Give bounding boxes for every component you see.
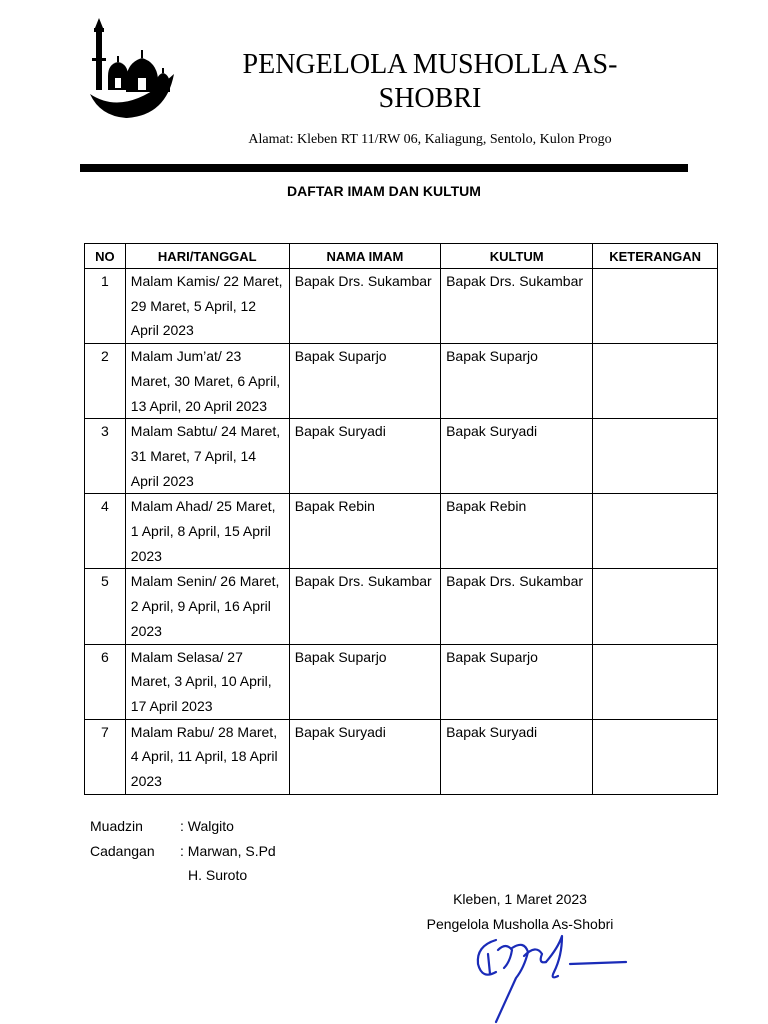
header-divider (80, 164, 688, 172)
cell-imam: Bapak Suryadi (289, 419, 440, 494)
cell-kultum: Bapak Rebin (441, 494, 593, 569)
table-header-row (85, 244, 718, 269)
table-row (85, 344, 718, 419)
cell-no: 7 (85, 719, 126, 794)
cell-date: Malam Ahad/ 25 Maret, 1 April, 8 April, 15 April 2023 (125, 494, 289, 569)
org-address: Alamat: Kleben RT 11/RW 06, Kaliagung, Sentolo, Kulon Progo (248, 132, 612, 147)
signature-place-date: Kleben, 1 Maret 2023 (453, 891, 587, 907)
cell-keterangan (593, 419, 718, 494)
cell-imam: Bapak Drs. Sukambar (289, 269, 440, 344)
table-row (85, 569, 718, 644)
cell-kultum: Bapak Drs. Sukambar (441, 269, 593, 344)
cell-date: Malam Rabu/ 28 Maret, 4 April, 11 April, 18 April 2023 (125, 719, 289, 794)
cell-imam: Bapak Drs. Sukambar (289, 569, 440, 644)
cadangan-label: Cadangan (90, 842, 155, 859)
cell-keterangan (593, 644, 718, 719)
cell-no: 2 (85, 344, 126, 419)
table-row (85, 419, 718, 494)
cell-kultum: Bapak Suryadi (441, 419, 593, 494)
cell-kultum: Bapak Suparjo (441, 644, 593, 719)
column-header-no: NO (85, 244, 126, 269)
cell-kultum: Bapak Suryadi (441, 719, 593, 794)
cell-no: 3 (85, 419, 126, 494)
schedule-table (84, 243, 718, 795)
cell-keterangan (593, 719, 718, 794)
cell-kultum: Bapak Drs. Sukambar (441, 569, 593, 644)
cell-keterangan (593, 344, 718, 419)
cell-date: Malam Jum’at/ 23 Maret, 30 Maret, 6 April, 13 April, 20 April 2023 (125, 344, 289, 419)
cadangan-row-2 (90, 863, 276, 888)
muadzin-value: : Walgito (180, 818, 234, 834)
cell-imam: Bapak Suparjo (289, 344, 440, 419)
cadangan-label-blank (90, 863, 180, 888)
muadzin-row (90, 814, 276, 839)
table-row (85, 494, 718, 569)
table-row (85, 644, 718, 719)
cadangan-row (90, 839, 276, 864)
cell-no: 5 (85, 569, 126, 644)
column-header-date: HARI/TANGGAL (125, 244, 289, 269)
column-header-keterangan: KETERANGAN (593, 244, 718, 269)
cell-date: Malam Selasa/ 27 Maret, 3 April, 10 April, 17 April 2023 (125, 644, 289, 719)
cadangan-value: : Marwan, S.Pd (180, 842, 276, 859)
cell-keterangan (593, 494, 718, 569)
table-row (85, 269, 718, 344)
cell-no: 1 (85, 269, 126, 344)
cell-imam: Bapak Rebin (289, 494, 440, 569)
table-row (85, 719, 718, 794)
cell-keterangan (593, 269, 718, 344)
cell-imam: Bapak Suparjo (289, 644, 440, 719)
cell-date: Malam Sabtu/ 24 Maret, 31 Maret, 7 April, 14 April 2023 (125, 419, 289, 494)
signature-role: Pengelola Musholla As-Shobri (426, 915, 614, 932)
mosque-logo-icon (86, 18, 178, 124)
column-header-kultum: KULTUM (441, 244, 593, 269)
cadangan-value-2: H. Suroto (188, 867, 248, 883)
cell-imam: Bapak Suryadi (289, 719, 440, 794)
cell-date: Malam Kamis/ 22 Maret, 29 Maret, 5 April, 12 April 2023 (125, 269, 289, 344)
cell-kultum: Bapak Suparjo (441, 344, 593, 419)
document-title: DAFTAR IMAM DAN KULTUM (287, 183, 481, 199)
column-header-imam: NAMA IMAM (289, 244, 440, 269)
cell-date: Malam Senin/ 26 Maret, 2 April, 9 April, 16 April 2023 (125, 569, 289, 644)
muadzin-label: Muadzin (90, 818, 143, 834)
staff-list (90, 814, 276, 888)
cell-no: 4 (85, 494, 126, 569)
cell-keterangan (593, 569, 718, 644)
cell-no: 6 (85, 644, 126, 719)
org-title: PENGELOLA MUSHOLLA AS-SHOBRI (242, 49, 618, 114)
handwritten-signature-icon (466, 928, 636, 1024)
